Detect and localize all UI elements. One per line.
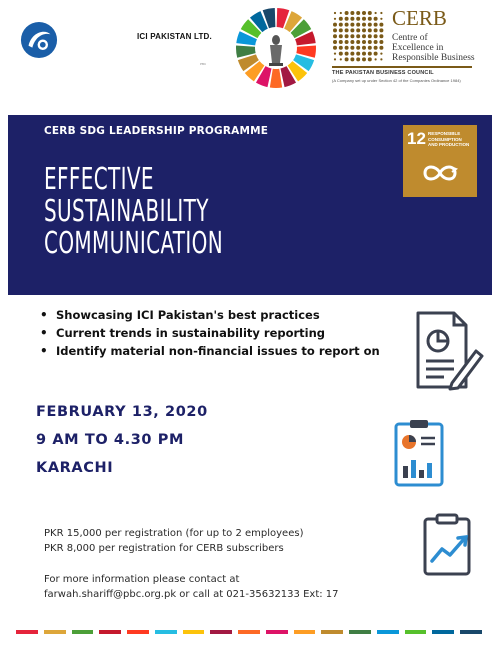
cerb-dot bbox=[368, 28, 372, 32]
cerb-dot bbox=[356, 17, 360, 21]
cerb-dot bbox=[362, 40, 366, 44]
clipboard-report-icon bbox=[393, 418, 445, 488]
pbc-name: THE PAKISTAN BUSINESS COUNCIL bbox=[332, 70, 434, 76]
list-item: • Current trends in sustainability reporting bbox=[36, 324, 380, 342]
cerb-dot bbox=[380, 12, 382, 14]
cerb-dot bbox=[356, 23, 360, 27]
infinity-icon bbox=[421, 161, 459, 185]
event-title: EFFECTIVE SUSTAINABILITY COMMUNICATION bbox=[44, 162, 224, 261]
cerb-dot bbox=[356, 28, 360, 32]
sdg-strip-segment bbox=[127, 630, 149, 634]
cerb-dot bbox=[350, 40, 354, 44]
cerb-dot bbox=[374, 52, 378, 56]
cerb-dot bbox=[340, 58, 342, 60]
cerb-dot bbox=[334, 53, 336, 55]
sdg-strip-segment bbox=[238, 630, 260, 634]
cerb-dot bbox=[345, 28, 349, 32]
sdg-strip-segment bbox=[44, 630, 66, 634]
cerb-dot bbox=[379, 46, 383, 50]
cerb-dot bbox=[333, 40, 337, 44]
cerb-dot bbox=[368, 23, 372, 27]
cerb-dot bbox=[374, 17, 378, 21]
cerb-dot bbox=[380, 53, 382, 55]
cerb-dot bbox=[350, 11, 354, 15]
cerb-dots-icon bbox=[332, 10, 384, 62]
cerb-dot bbox=[339, 40, 343, 44]
cerb-dot bbox=[356, 46, 360, 50]
cerb-dot bbox=[362, 34, 366, 38]
cerb-dot bbox=[368, 34, 372, 38]
cerb-dot bbox=[345, 46, 349, 50]
cerb-dot bbox=[345, 11, 349, 15]
sdg-strip-segment bbox=[432, 630, 454, 634]
cerb-subtitle: Centre of Excellence in Responsible Business bbox=[392, 33, 475, 63]
cerb-dot bbox=[362, 28, 366, 32]
cerb-dot bbox=[350, 46, 354, 50]
cerb-dot bbox=[375, 12, 377, 14]
contact-intro: For more information please contact at bbox=[44, 574, 240, 585]
sdg12-number: 12 bbox=[407, 129, 426, 148]
sdg-strip-segment bbox=[321, 630, 343, 634]
cerb-divider bbox=[332, 66, 472, 68]
cerb-dot bbox=[368, 57, 372, 61]
event-date: FEBRUARY 13, 2020 bbox=[36, 404, 208, 420]
cerb-dot bbox=[380, 18, 382, 20]
cerb-dot bbox=[350, 17, 354, 21]
cerb-dot bbox=[379, 34, 383, 38]
document-pen-icon bbox=[414, 309, 484, 391]
cerb-dot bbox=[374, 40, 378, 44]
cerb-dot bbox=[333, 23, 337, 27]
header bbox=[0, 0, 500, 112]
highlights-list bbox=[36, 306, 380, 360]
sdg-strip-segment bbox=[16, 630, 38, 634]
title-banner bbox=[8, 115, 492, 295]
cerb-dot bbox=[350, 57, 354, 61]
sdg-strip-segment bbox=[294, 630, 316, 634]
contact-details[interactable]: farwah.shariff@pbc.org.pk or call at 021-35632133 Ext: 17 bbox=[44, 589, 339, 600]
sdg-strip-segment bbox=[210, 630, 232, 634]
cerb-dot bbox=[356, 11, 360, 15]
cerb-dot bbox=[368, 11, 372, 15]
cerb-dot bbox=[368, 17, 372, 21]
cerb-dot bbox=[345, 57, 349, 61]
cerb-dot bbox=[374, 23, 378, 27]
cerb-dot bbox=[345, 17, 349, 21]
cerb-dot bbox=[340, 12, 342, 14]
price-subscriber: PKR 8,000 per registration for CERB subscribers bbox=[44, 543, 284, 554]
cerb-dot bbox=[374, 28, 378, 32]
sdg-strip-segment bbox=[99, 630, 121, 634]
event-city: KARACHI bbox=[36, 460, 114, 476]
list-item: • Identify material non-financial issues to report on bbox=[36, 342, 380, 360]
cerb-dot bbox=[356, 57, 360, 61]
pbc-note: (A Company set up under Section 42 of the Companies Ordinance 1984) bbox=[332, 78, 461, 83]
cerb-dot bbox=[374, 34, 378, 38]
cerb-dot bbox=[350, 23, 354, 27]
cerb-dot bbox=[350, 34, 354, 38]
cerb-title: CERB bbox=[392, 6, 447, 30]
cerb-dot bbox=[339, 28, 343, 32]
cerb-dot bbox=[334, 18, 336, 20]
cerb-dot bbox=[339, 23, 343, 27]
sdg-strip-segment bbox=[377, 630, 399, 634]
price-standard: PKR 15,000 per registration (for up to 2 employees) bbox=[44, 528, 304, 539]
sdg-strip-segment bbox=[155, 630, 177, 634]
list-item: • Showcasing ICI Pakistan's best practices bbox=[36, 306, 380, 324]
sdg-wheel-icon bbox=[235, 7, 317, 89]
cerb-dot bbox=[345, 52, 349, 56]
cerb-dot bbox=[350, 28, 354, 32]
cerb-dot bbox=[362, 46, 366, 50]
cerb-dot bbox=[379, 28, 383, 32]
cerb-dot bbox=[356, 52, 360, 56]
cerb-dot bbox=[334, 58, 336, 60]
cerb-dot bbox=[362, 57, 366, 61]
cerb-dot bbox=[368, 46, 372, 50]
cerb-dot bbox=[333, 46, 337, 50]
cerb-dot bbox=[350, 52, 354, 56]
sdg-strip-segment bbox=[266, 630, 288, 634]
cerb-dot bbox=[345, 34, 349, 38]
cerb-dot bbox=[339, 34, 343, 38]
cerb-dot bbox=[368, 40, 372, 44]
sdg-strip-segment bbox=[183, 630, 205, 634]
sdg-color-strip bbox=[14, 630, 486, 634]
sdg-strip-segment bbox=[460, 630, 482, 634]
sdg-strip-segment bbox=[405, 630, 427, 634]
sdg12-tile bbox=[403, 125, 477, 197]
cerb-dot bbox=[339, 17, 343, 21]
cerb-dot bbox=[379, 40, 383, 44]
event-time: 9 AM TO 4.30 PM bbox=[36, 432, 184, 448]
sdg12-label: RESPONSIBLE CONSUMPTION AND PRODUCTION bbox=[428, 131, 470, 147]
cerb-dot bbox=[368, 52, 372, 56]
sdg-strip-segment bbox=[349, 630, 371, 634]
cerb-dot bbox=[375, 58, 377, 60]
programme-title: CERB SDG LEADERSHIP PROGRAMME bbox=[44, 125, 269, 137]
cerb-dot bbox=[362, 23, 366, 27]
clipboard-chart-icon bbox=[422, 513, 476, 577]
cerb-dot bbox=[339, 52, 343, 56]
cerb-dot bbox=[362, 11, 366, 15]
cerb-dot bbox=[356, 34, 360, 38]
cerb-dot bbox=[333, 28, 337, 32]
cerb-dot bbox=[374, 46, 378, 50]
cerb-dot bbox=[356, 40, 360, 44]
cerb-dot bbox=[362, 17, 366, 21]
ici-logo-icon bbox=[20, 21, 58, 59]
cerb-dot bbox=[362, 52, 366, 56]
cerb-dot bbox=[333, 34, 337, 38]
cerb-dot bbox=[380, 58, 382, 60]
sdg-wheel-segment bbox=[270, 69, 282, 88]
sdg-strip-segment bbox=[72, 630, 94, 634]
cerb-dot bbox=[345, 40, 349, 44]
pbc-small-mark: PBC bbox=[200, 62, 207, 66]
cerb-dot bbox=[379, 23, 383, 27]
cerb-dot bbox=[339, 46, 343, 50]
ici-company-name: ICI PAKISTAN LTD. bbox=[137, 32, 212, 41]
cerb-dot bbox=[345, 23, 349, 27]
cerb-dot bbox=[334, 12, 336, 14]
